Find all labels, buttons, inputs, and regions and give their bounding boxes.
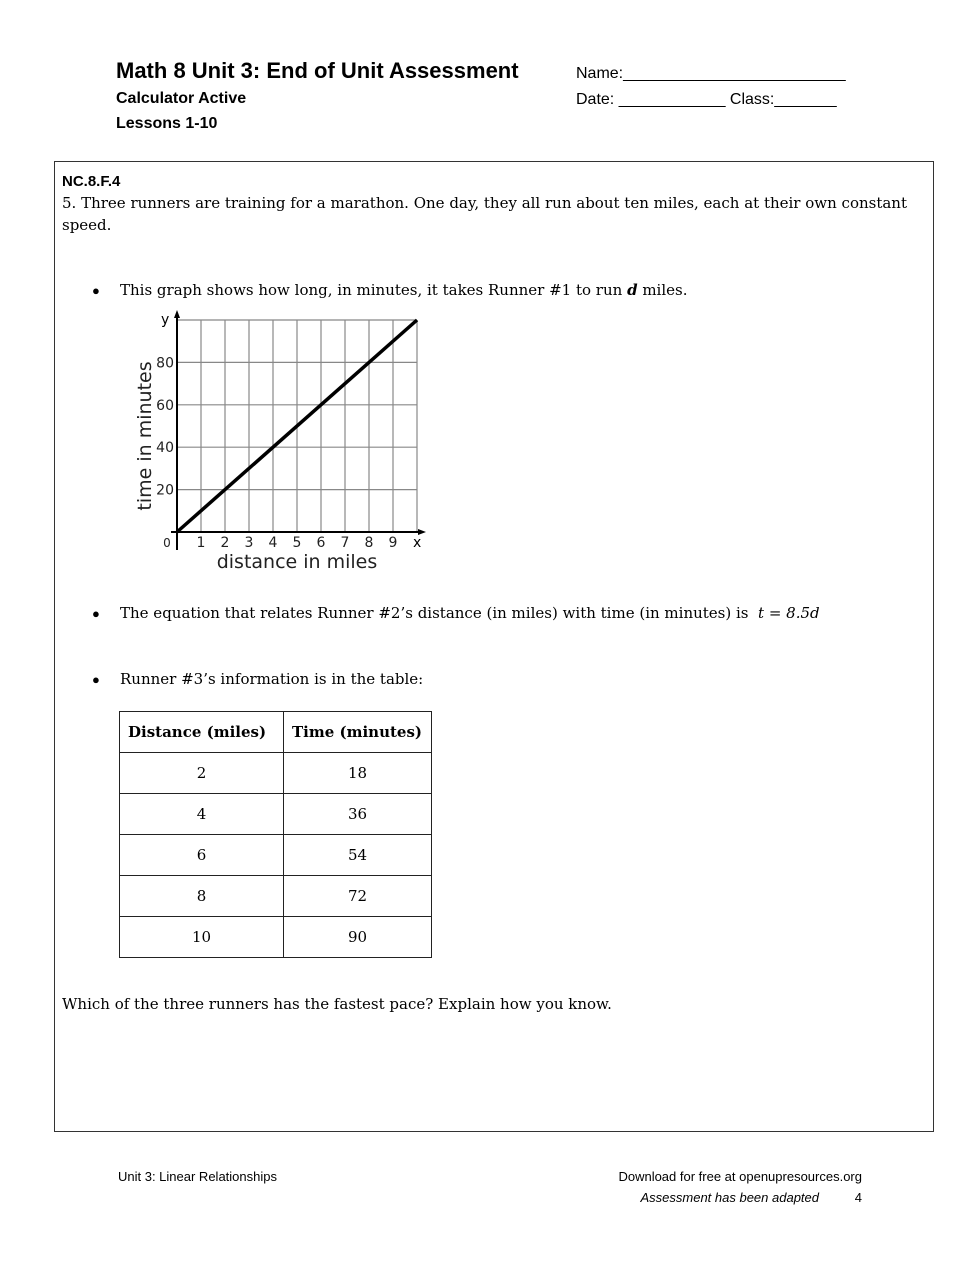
page-title: Math 8 Unit 3: End of Unit Assessment <box>116 58 519 83</box>
y-axis-title: time in minutes <box>134 361 156 511</box>
subtitle-lessons: Lessons 1-10 <box>116 115 218 132</box>
time-cell: 36 <box>284 794 432 835</box>
distance-cell: 2 <box>120 753 284 794</box>
table-row <box>120 917 432 958</box>
footer-download: Download for free at openupresources.org <box>618 1169 862 1184</box>
y-axis-letter: y <box>161 312 170 328</box>
x-axis-title: distance in miles <box>216 551 378 573</box>
x-tick-label: 6 <box>316 535 326 551</box>
col-header-time: Time (minutes) <box>284 712 432 753</box>
bullet-1: ● <box>92 283 100 298</box>
y-tick-label: 20 <box>156 482 174 499</box>
bullet-1-text-b: miles. <box>637 281 688 299</box>
x-axis-letter: x <box>413 535 422 551</box>
origin-label: 0 <box>163 536 171 550</box>
x-tick-label: 1 <box>196 535 206 551</box>
x-tick-label: 7 <box>340 535 350 551</box>
bullet-3: ● <box>92 672 100 687</box>
y-tick-label: 40 <box>156 440 174 457</box>
name-field[interactable]: Name:_________________________ <box>576 65 846 82</box>
distance-cell: 10 <box>120 917 284 958</box>
distance-cell: 6 <box>120 835 284 876</box>
y-tick-label: 80 <box>156 355 174 372</box>
time-cell: 72 <box>284 876 432 917</box>
table-header-row <box>120 712 432 753</box>
col-header-distance: Distance (miles) <box>120 712 284 753</box>
x-tick-label: 3 <box>244 535 254 551</box>
time-cell: 54 <box>284 835 432 876</box>
equation: t = 8.5d <box>758 604 820 622</box>
footer-adapted: Assessment has been adapted <box>640 1190 819 1205</box>
runner3-table <box>119 711 432 958</box>
table-row <box>120 794 432 835</box>
bullet-3-text: Runner #3’s information is in the table: <box>120 670 424 688</box>
bullet-2-label: The equation that relates Runner #2’s distance (in miles) with time (in minutes) is <box>120 604 749 622</box>
subtitle-calculator: Calculator Active <box>116 90 247 107</box>
x-tick-label: 2 <box>220 535 230 551</box>
footer-unit: Unit 3: Linear Relationships <box>118 1169 277 1184</box>
bullet-1-text <box>120 281 688 299</box>
bullet-2-text <box>120 604 820 622</box>
time-cell: 90 <box>284 917 432 958</box>
y-tick-label: 60 <box>156 397 174 414</box>
standard-code: NC.8.F.4 <box>62 173 121 190</box>
page-number: 4 <box>854 1190 862 1205</box>
x-tick-label: 9 <box>388 535 398 551</box>
table-row <box>120 876 432 917</box>
x-tick-label: 8 <box>364 535 374 551</box>
question-prompt: Which of the three runners has the fastest pace? Explain how you know. <box>62 995 612 1013</box>
time-cell: 18 <box>284 753 432 794</box>
x-tick-label: 4 <box>268 535 278 551</box>
x-tick-label: 5 <box>292 535 302 551</box>
runner1-graph <box>120 310 430 575</box>
date-class-field[interactable]: Date: ____________ Class:_______ <box>576 91 837 108</box>
intro-line-1: 5. Three runners are training for a marathon. One day, they all run about ten miles, each at their own constant <box>62 194 907 212</box>
y-axis-arrow <box>174 310 180 318</box>
bullet-2: ● <box>92 606 100 621</box>
table-row <box>120 835 432 876</box>
table-row <box>120 753 432 794</box>
distance-cell: 4 <box>120 794 284 835</box>
question-box <box>54 161 934 1132</box>
distance-cell: 8 <box>120 876 284 917</box>
variable-d: d <box>627 281 638 299</box>
bullet-1-text-a: This graph shows how long, in minutes, it takes Runner #1 to run <box>120 281 628 299</box>
intro-line-2: speed. <box>62 216 112 234</box>
